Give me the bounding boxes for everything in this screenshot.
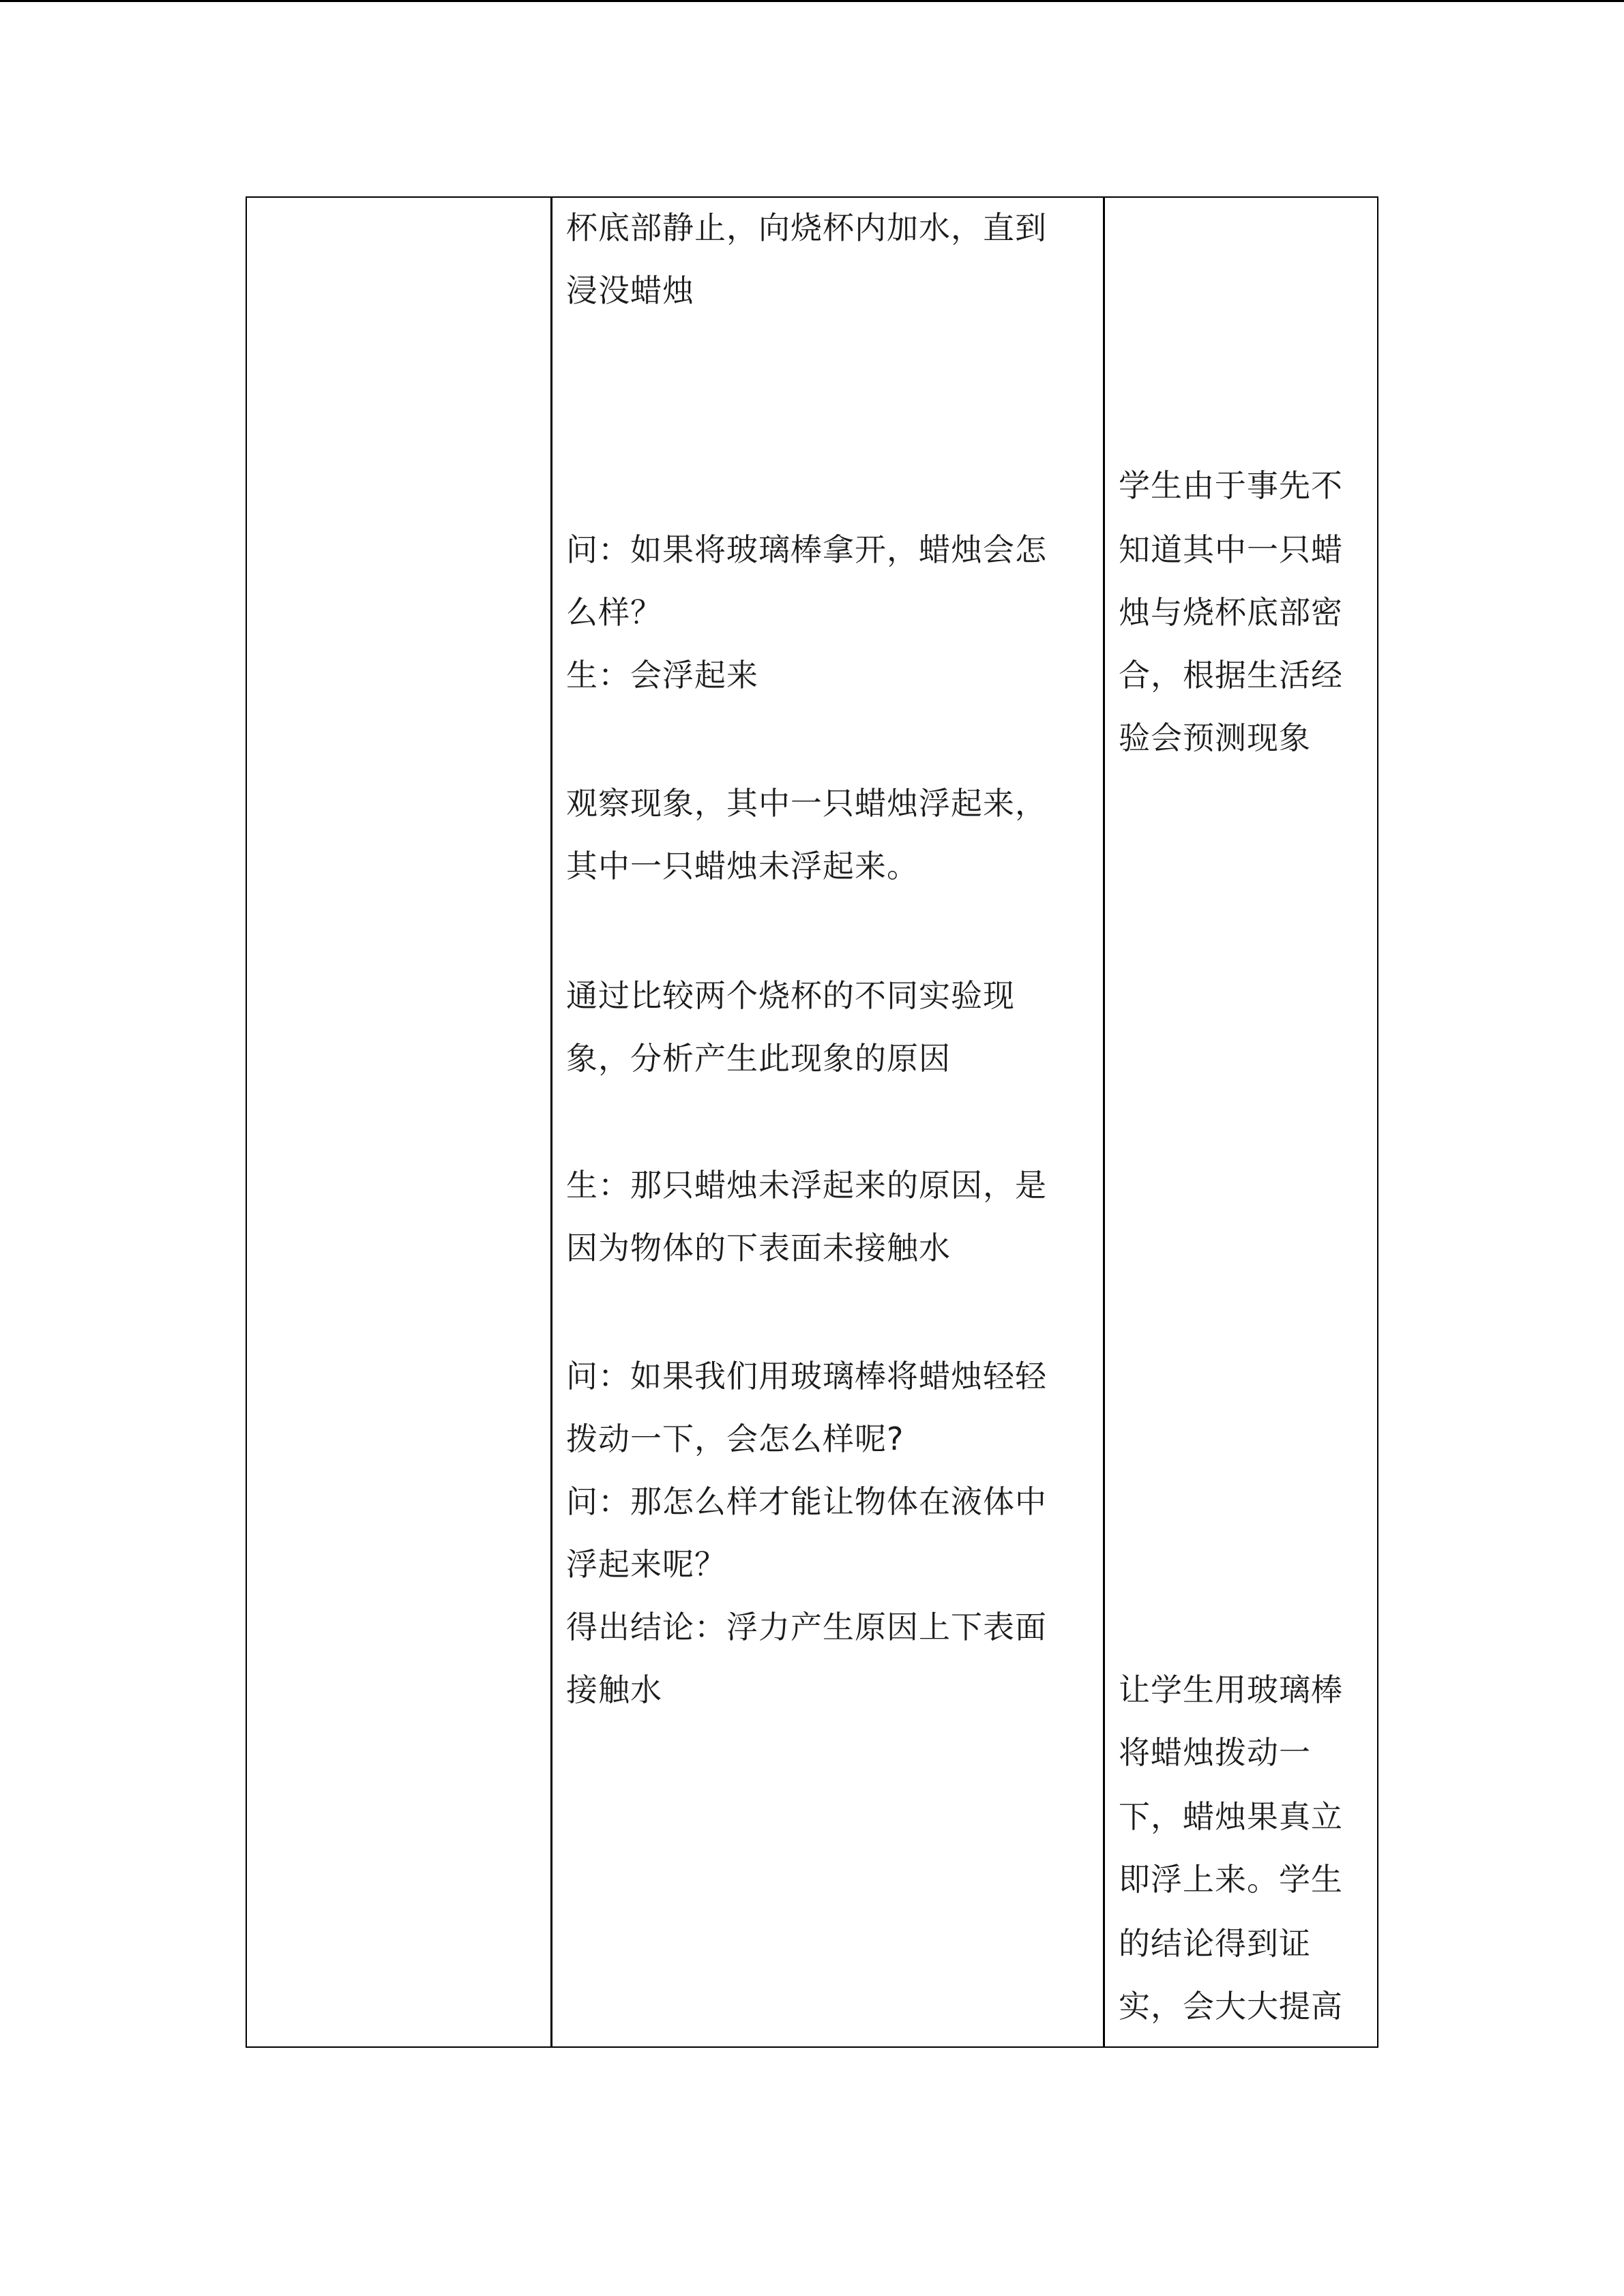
- note-line: 实，会大大提高: [1119, 1988, 1343, 2025]
- note-line: 合，根据生活经: [1119, 657, 1343, 694]
- text-line: 其中一只蜡烛未浮起来。: [566, 848, 919, 884]
- note-line: 将蜡烛拨动一: [1119, 1734, 1311, 1771]
- note-line: 让学生用玻璃棒: [1119, 1671, 1343, 1708]
- column-divider-2: [1103, 198, 1105, 2046]
- text-line: 接触水: [566, 1671, 662, 1708]
- page-top-border: [0, 0, 1624, 2]
- text-line: 浸没蜡烛: [566, 272, 694, 309]
- text-line: 么样？: [566, 594, 662, 631]
- note-line: 即浮上来。学生: [1119, 1861, 1343, 1898]
- note-line: 烛与烧杯底部密: [1119, 594, 1343, 631]
- note-line: 学生由于事先不: [1119, 467, 1343, 504]
- text-line: 浮起来呢？: [566, 1546, 726, 1583]
- text-line: 问：那怎么样才能让物体在液体中: [566, 1483, 1047, 1520]
- text-line: 问：如果将玻璃棒拿开，蜡烛会怎: [566, 531, 1047, 568]
- text-line: 生：会浮起来: [566, 657, 758, 694]
- text-line: 问：如果我们用玻璃棒将蜡烛轻轻: [566, 1358, 1047, 1395]
- text-line: 杯底部静止，向烧杯内加水，直到: [566, 209, 1047, 246]
- text-line: 象，分析产生此现象的原因: [566, 1040, 951, 1077]
- text-line: 观察现象，其中一只蜡烛浮起来，: [566, 785, 1047, 822]
- text-line: 生：那只蜡烛未浮起来的原因，是: [566, 1167, 1047, 1204]
- text-line: 通过比较两个烧杯的不同实验现: [566, 977, 1015, 1014]
- text-line: 拨动一下，会怎么样呢?: [566, 1420, 904, 1457]
- note-line: 的结论得到证: [1119, 1925, 1311, 1962]
- text-line: 得出结论：浮力产生原因上下表面: [566, 1609, 1047, 1645]
- column-divider-1: [550, 198, 552, 2046]
- lesson-plan-table: [246, 196, 1378, 2048]
- left-column-cell: [247, 198, 550, 2046]
- note-line: 知道其中一只蜡: [1119, 531, 1343, 568]
- note-line: 下，蜡烛果真立: [1119, 1798, 1343, 1835]
- note-line: 验会预测现象: [1119, 719, 1311, 756]
- text-line: 因为物体的下表面未接触水: [566, 1229, 951, 1266]
